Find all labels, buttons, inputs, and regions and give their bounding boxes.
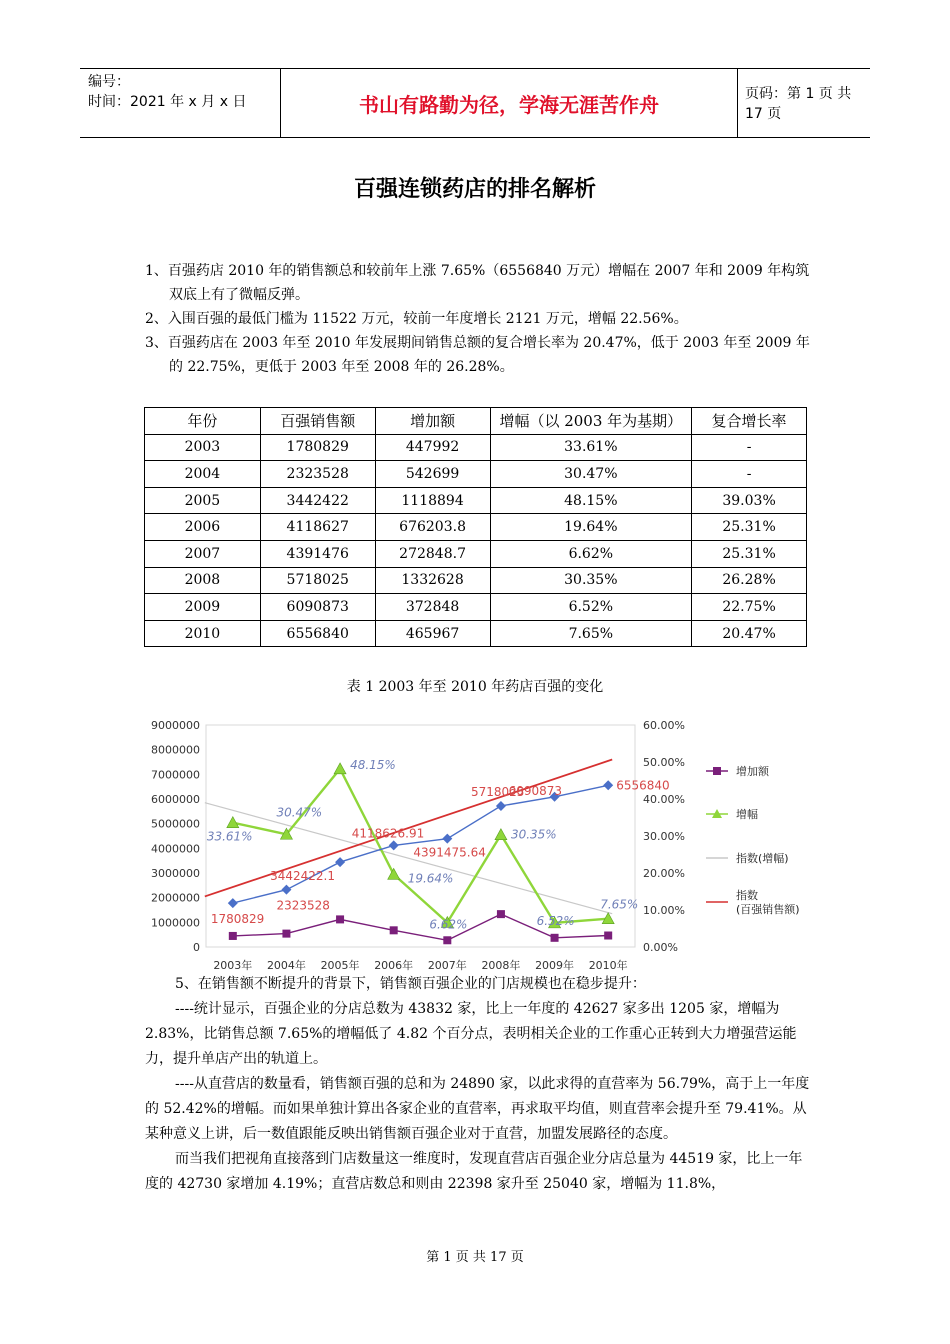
growth-data-label: 33.61%	[206, 829, 253, 844]
y-left-tick-label: 4000000	[151, 842, 200, 856]
document-title: 百强连锁药店的排名解析	[353, 177, 596, 202]
table-cell: 6556840	[260, 620, 375, 647]
growth-data-label: 30.35%	[510, 827, 557, 842]
x-tick-label: 2004年	[266, 959, 306, 972]
table-cell: 1118894	[375, 487, 490, 514]
x-tick-label: 2005年	[320, 959, 360, 972]
sales-data-label: 5718025	[470, 784, 525, 799]
table-cell: 2006	[145, 514, 261, 541]
data-point	[229, 932, 237, 940]
table-cell: 7.65%	[490, 620, 692, 647]
table-cell: 2008	[145, 567, 261, 594]
sales-data-label: 6090873	[508, 783, 563, 798]
table-cell: 6.52%	[490, 594, 692, 621]
growth-data-label: 6.62%	[429, 917, 468, 932]
table-cell: 372848	[375, 594, 490, 621]
x-tick-label: 2010年	[588, 959, 628, 972]
table-cell: 2010	[145, 620, 261, 647]
table-header-cell: 复合增长率	[692, 408, 807, 435]
table-cell: 25.31%	[692, 514, 807, 541]
page-header	[80, 68, 870, 138]
x-tick-label: 2009年	[535, 959, 575, 972]
table-row	[145, 594, 807, 621]
y-left-tick-label: 9000000	[151, 719, 200, 732]
legend-label: 增幅	[736, 808, 758, 821]
table-cell: -	[692, 461, 807, 488]
sales-chart	[140, 712, 820, 974]
x-tick-label: 2006年	[374, 959, 414, 972]
data-point	[551, 934, 559, 942]
data-point	[497, 910, 505, 918]
table-cell: 2009	[145, 594, 261, 621]
body-paragraph: 而当我们把视角直接落到门店数量这一维度时，发现直营店百强企业分店总量为 44519 家，比上一年度的 42730 家增加 4.19%；直营店数总和则由 22398 家升至 25040 家，增幅为 11.8%，	[145, 1151, 803, 1192]
legend-label: 指数(增幅)	[736, 852, 789, 865]
table-cell: 542699	[375, 461, 490, 488]
body-paragraph: ----从直营店的数量看，销售额百强的总和为 24890 家，以此求得的直营率为 56.79%，高于上一年度的 52.42%的增幅。而如果单独计算出各家企业的直营率，再求取平均值，则直营率会提升至 79.41%。从某种意义上讲，后一数值跟能反映出销售额百强企业对于直营，加盟发展路径的态度。	[145, 1076, 810, 1142]
header-motto: 书山有路勤为径，学海无涯苦作舟	[280, 69, 738, 137]
data-point	[604, 932, 612, 940]
table-cell: 676203.8	[375, 514, 490, 541]
table-header-cell: 增加额	[375, 408, 490, 435]
table-cell: 2004	[145, 461, 261, 488]
table-row	[145, 434, 807, 461]
growth-data-label: 48.15%	[350, 757, 396, 772]
table-cell: 4118627	[260, 514, 375, 541]
y-right-tick-label: 60.00%	[643, 719, 685, 732]
data-point	[390, 926, 398, 934]
table-cell: 2323528	[260, 461, 375, 488]
table-cell: 1780829	[260, 434, 375, 461]
point-1: 1、百强药店 2010 年的销售额总和较前年上涨 7.65%（6556840 万元）增幅在 2007 年和 2009 年构筑双底上有了微幅反弹。	[145, 263, 810, 303]
table-cell: 3442422	[260, 487, 375, 514]
legend-marker	[713, 767, 721, 775]
table-cell: 48.15%	[490, 487, 692, 514]
y-left-tick-label: 8000000	[151, 743, 200, 757]
body-paragraph: 5、在销售额不断提升的背景下，销售额百强企业的门店规模也在稳步提升：	[175, 976, 646, 992]
x-tick-label: 2007年	[427, 959, 467, 972]
table-cell: 30.35%	[490, 567, 692, 594]
page-footer: 第 1 页 共 17 页	[426, 1250, 524, 1265]
data-point	[336, 915, 344, 923]
table-cell: 2007	[145, 540, 261, 567]
body-paragraph: ----统计显示，百强企业的分店总数为 43832 家，比上一年度的 42627 家多出 1205 家，增幅为 2.83%，比销售总额 7.65%的增幅低了 4.82 个百分点，表明相关企业的工作重心正转到大力增强营运能力，提升单店产出的轨道上。	[145, 1001, 797, 1067]
sales-data-label: 4391475.64	[413, 845, 486, 860]
sales-data-label: 1780829	[210, 912, 265, 927]
y-right-tick-label: 0.00%	[643, 941, 678, 954]
table-cell: 22.75%	[692, 594, 807, 621]
data-point	[443, 936, 451, 944]
y-left-tick-label: 0	[193, 941, 200, 954]
table-row	[145, 461, 807, 488]
y-right-tick-label: 10.00%	[643, 904, 685, 917]
table-row	[145, 487, 807, 514]
y-left-tick-label: 2000000	[151, 891, 200, 905]
growth-data-label: 30.47%	[276, 805, 323, 820]
y-right-tick-label: 50.00%	[643, 756, 685, 769]
table-cell: 33.61%	[490, 434, 692, 461]
table-cell: -	[692, 434, 807, 461]
table-row	[145, 514, 807, 541]
table-row	[145, 567, 807, 594]
y-right-tick-label: 20.00%	[643, 867, 685, 880]
table-cell: 2003	[145, 434, 261, 461]
sales-data-label: 4118626.91	[351, 826, 425, 841]
table-header-cell: 年份	[145, 408, 261, 435]
y-left-tick-label: 1000000	[151, 916, 200, 930]
x-tick-label: 2008年	[481, 959, 521, 972]
data-point	[282, 930, 290, 938]
y-left-tick-label: 6000000	[151, 793, 200, 806]
table-header-row	[145, 408, 807, 435]
table-cell: 6.62%	[490, 540, 692, 567]
table-cell: 1332628	[375, 567, 490, 594]
point-2: 2、入围百强的最低门槛为 11522 万元，较前一年度增长 2121 万元，增幅 22.56%。	[145, 311, 688, 327]
sales-data-label: 6556840	[616, 778, 670, 793]
table-cell: 272848.7	[375, 540, 490, 567]
growth-data-label: 19.64%	[407, 871, 454, 886]
table-cell: 6090873	[260, 594, 375, 621]
body-text	[145, 972, 810, 1197]
table-header-cell: 百强销售额	[260, 408, 375, 435]
table-row	[145, 540, 807, 567]
sales-data-label: 3442422.1	[270, 869, 335, 884]
y-right-tick-label: 40.00%	[643, 793, 685, 806]
legend-label: (百强销售额)	[736, 903, 800, 916]
table-cell: 465967	[375, 620, 490, 647]
table-cell: 20.47%	[692, 620, 807, 647]
table-cell: 5718025	[260, 567, 375, 594]
header-meta	[80, 69, 280, 137]
time-label: 时间：2021 年 x 月 x 日	[88, 94, 247, 110]
x-tick-label: 2003年	[213, 959, 253, 972]
table-cell: 2005	[145, 487, 261, 514]
table-cell: 39.03%	[692, 487, 807, 514]
table-cell: 25.31%	[692, 540, 807, 567]
growth-data-label: 6.52%	[536, 913, 575, 928]
y-left-tick-label: 7000000	[151, 768, 200, 782]
table-header-cell: 增幅（以 2003 年为基期）	[490, 408, 692, 435]
number-label: 编号：	[88, 74, 130, 90]
table-caption: 表 1 2003 年至 2010 年药店百强的变化	[346, 679, 604, 695]
table-cell: 26.28%	[692, 567, 807, 594]
legend-label: 增加额	[736, 765, 769, 778]
header-page-label: 页码：第 1 页 共 17 页	[745, 86, 852, 122]
table-row	[145, 620, 807, 647]
sales-data-label: 2323528	[276, 898, 330, 913]
y-left-tick-label: 5000000	[151, 817, 200, 831]
table-cell: 447992	[375, 434, 490, 461]
table-cell: 4391476	[260, 540, 375, 567]
table-cell: 19.64%	[490, 514, 692, 541]
y-left-tick-label: 3000000	[151, 867, 200, 880]
point-3: 3、百强药店在 2003 年至 2010 年发展期间销售总额的复合增长率为 20.47%，低于 2003 年至 2009 年的 22.75%，更低于 2003 年至 2008 年的 26.28%。	[145, 335, 810, 375]
growth-data-label: 7.65%	[600, 897, 639, 912]
table-cell: 30.47%	[490, 461, 692, 488]
summary-points	[145, 259, 810, 379]
legend-label: 指数	[736, 889, 758, 902]
y-right-tick-label: 30.00%	[643, 830, 685, 843]
sales-table	[144, 407, 807, 647]
